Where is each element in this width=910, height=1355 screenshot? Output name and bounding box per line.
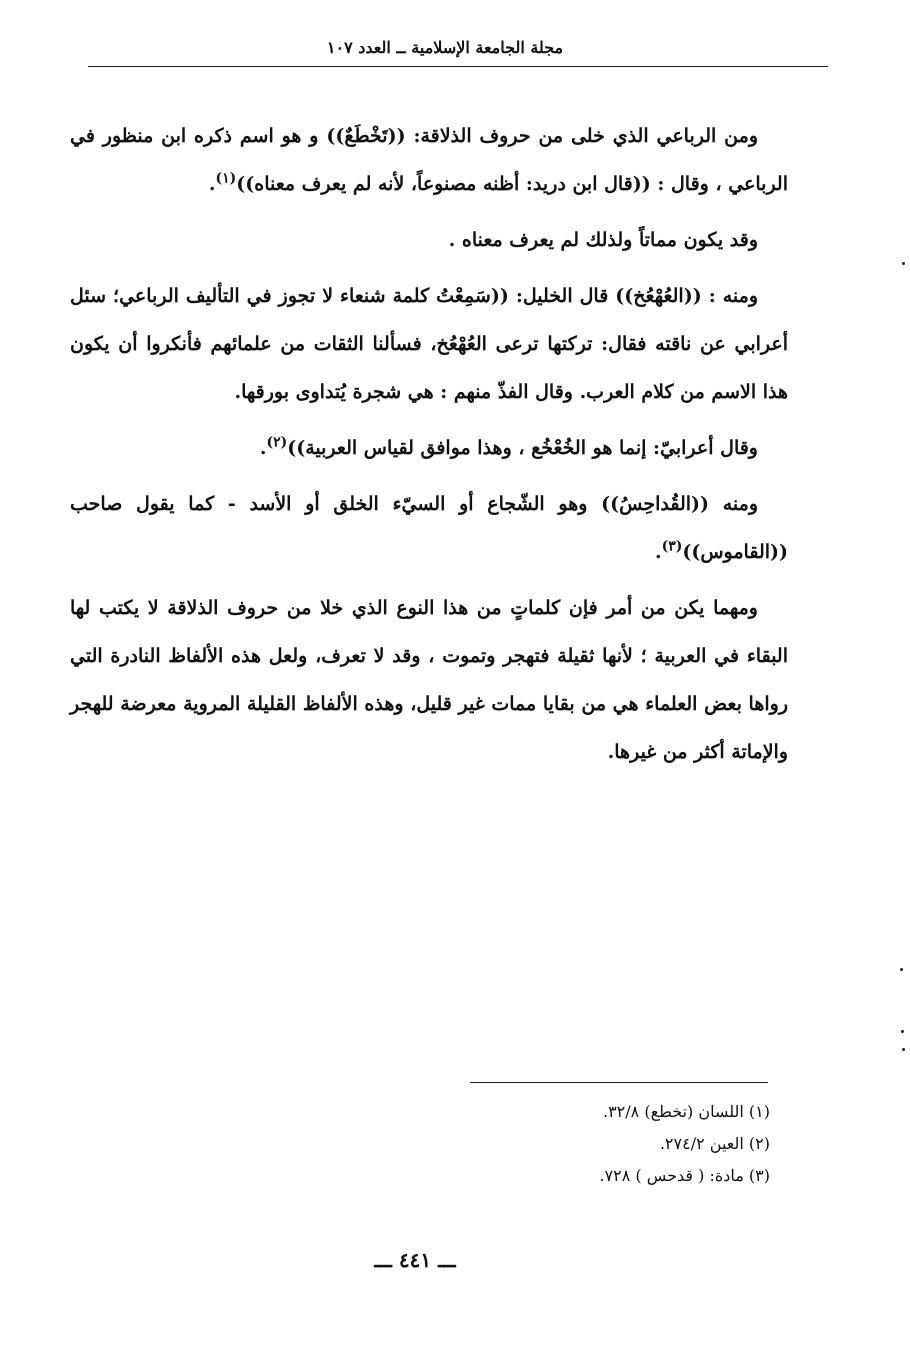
scan-speck: [900, 968, 903, 971]
scan-speck: [902, 262, 905, 265]
footnote-rule: [470, 1082, 768, 1083]
footnotes: [470, 1096, 770, 1192]
scan-speck: [901, 1030, 904, 1033]
paragraph-text: ومنه : ((العُهْعُخ)) قال الخليل: ((سَمِعْتُ كلمة شنعاء لا تجوز في التأليف الرباعي؛ سئل أعرابي عن ناقته فقال: تركتها ترعى العُهْعُخ، فسألنا الثقات من علمائهم فأنكروا أن يكون هذا الاسم من كلام العرب. وقال الفذّ منهم : هي شجرة يُتداوى بورقها.: [70, 285, 788, 403]
footnote: (١) اللسان (تخطع) ٣٢/٨.: [602, 1102, 770, 1121]
scan-speck: [902, 1048, 905, 1051]
paragraph-text: وقال أعرابيّ: إنما هو الخُعْخُع ، وهذا موافق لقياس العربية)): [287, 437, 758, 459]
footnote: (٣) مادة: ( قدحس ) ٧٢٨.: [599, 1166, 770, 1185]
paragraph-text: وقد يكون مماتاً ولذلك لم يعرف معناه .: [448, 229, 758, 251]
paragraph: [70, 112, 788, 208]
running-header: مجلة الجامعة الإسلامية ــ العدد ١٠٧: [326, 38, 564, 57]
paragraph: [70, 584, 788, 776]
page-number: ـــ ٤٤١ ـــ: [374, 1248, 456, 1272]
paragraph-text: ومهما يكن من أمر فإن كلماتٍ من هذا النوع الذي خلا من حروف الذلاقة لا يكتب لها البقاء في العربية ؛ لأنها ثقيلة فتهجر وتموت ، وقد لا تعرف، ولعل هذه الألفاظ النادرة التي رواها بعض العلماء هي من بقايا ممات غير قليل، وهذه الألفاظ القليلة المروية معرضة للهجر والإماتة أكثر من غيرها.: [70, 597, 788, 763]
header-rule: [88, 66, 828, 67]
footnote-ref: (٣): [661, 538, 683, 555]
paragraph: [70, 216, 788, 264]
paragraph-end: .: [654, 541, 662, 563]
footnote-ref: (٢): [266, 434, 288, 451]
paragraph: [70, 272, 788, 416]
paragraph-text: ومنه ((القُداحِسُ)) وهو الشّجاع أو السيّء الخلق أو الأسد - كما يقول صاحب ((القاموس)): [70, 493, 788, 563]
paragraph-end: .: [259, 437, 267, 459]
paragraph: [70, 480, 788, 576]
paragraph: [70, 424, 788, 472]
paragraph-end: .: [208, 173, 216, 195]
body-text: [70, 112, 788, 784]
footnote-ref: (١): [215, 170, 237, 187]
paragraph-text: ومن الرباعي الذي خلى من حروف الذلاقة: ((تَخْطَعٌ)) و هو اسم ذكره ابن منظور في الرباعي ، وقال : ((قال ابن دريد: أظنه مصنوعاً، لأنه لم يعرف معناه)): [70, 125, 788, 195]
footnote: (٢) العين ٢٧٤/٢.: [659, 1134, 770, 1153]
